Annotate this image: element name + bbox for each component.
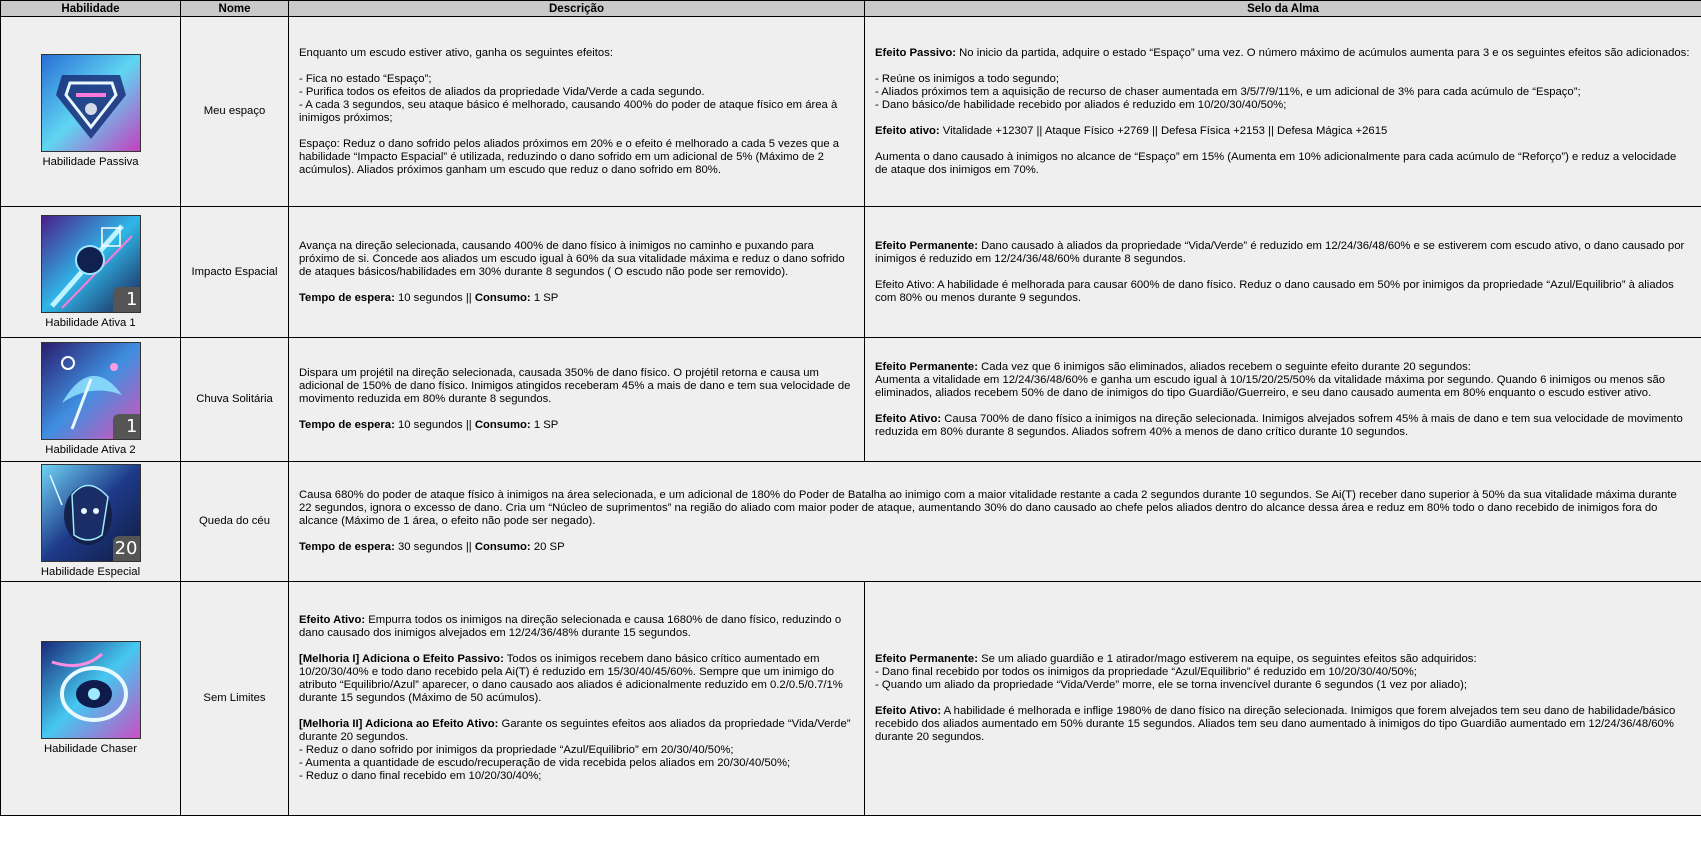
description-text: Dispara um projétil na direção selecionada, causada 350% de dano físico. O projétil retorna e causa um adicional de 150% de dano físico. Inimigos atingidos receberam 45% a mais de dano e tem sua velocidade de movimento reduzida em 80% durante 8 segundos. (299, 367, 851, 405)
effect-label: Efeito Permanente: (875, 360, 978, 373)
table-row (1, 338, 1701, 462)
skill-cell (1, 582, 181, 816)
description-list-item: - Purifica todos os efeitos de aliados da propriedade Vida/Verde a cada segundo. (299, 85, 705, 98)
cost-value: 20 SP (530, 541, 565, 553)
cost-label: Consumo: (474, 419, 531, 431)
skill-type-label: Habilidade Passiva (42, 156, 139, 168)
skill-type-label: Habilidade Ativa 1 (45, 316, 136, 329)
soul-seal-text: Aumenta a vitalidade em 12/24/36/48/60% e ganha um escudo igual à 10/15/20/25/50% da vitalidade máxima por segundo. Quando 6 inimigos ou menos são eliminados, aliados recebem 50% de dano de inimigos do tipo Guardião/Guerreiro, e seu dano causado aumenta em 80% enquanto o escudo estiver ativo. (875, 373, 1666, 399)
header-soul-seal: Selo da Alma (865, 1, 1701, 17)
skill-name: Chuva Solitária (181, 338, 289, 462)
soul-seal-cell (865, 207, 1701, 338)
cooldown-value: 10 segundos || (394, 291, 475, 304)
description-list-item: - Aumenta a quantidade de escudo/recuperação de vida recebida pelos aliados em 20/30/40/50%; (299, 757, 791, 769)
header-row (1, 1, 1701, 17)
soul-seal-text: Efeito Ativo: A habilidade é melhorada para causar 600% de dano físico. Reduz o dano causado em 50% por inimigos da propriedade “Azul/Equilibrio” à aliados com 80% ou menos durante 9 segundos. (875, 278, 1674, 304)
effect-label: Efeito Ativo: (875, 412, 942, 425)
soul-seal-text (875, 361, 1691, 374)
effect-label: Efeito Passivo: (875, 46, 956, 59)
skill-type-label: Habilidade Ativa 2 (45, 444, 136, 456)
description-text (299, 614, 854, 640)
cost-value: 1 SP (530, 291, 559, 304)
skill-type-label: Habilidade Chaser (44, 743, 137, 755)
cooldown-label: Tempo de espera: (299, 419, 395, 431)
soul-seal-text (875, 47, 1691, 60)
header-skill: Habilidade (1, 1, 181, 17)
skill-cell (1, 207, 181, 338)
description-cell (289, 462, 1701, 582)
cooldown-line (299, 292, 854, 305)
effect-text: Se um aliado guardião e 1 atirador/mago estiverem na equipe, os seguintes efeitos são adquiridos: (977, 653, 1477, 665)
description-text: Espaço: Reduz o dano sofrido pelos aliados próximos em 20% e o efeito é melhorado a cada 5 vezes que a habilidade “Impacto Espacial” é utilizada, reduzindo o dano sofrido em um adicional de 5% (Máximo de 2 acúmulos). Aliados próximos ganham um escudo que reduz o dano sofrido em 80%. (299, 137, 840, 176)
passive-skill-icon (41, 54, 141, 152)
soul-seal-text (875, 240, 1691, 266)
description-text (299, 653, 854, 705)
effect-text: Garante os seguintes efeitos aos aliados da propriedade “Vida/Verde” durante 20 segundos. (299, 718, 851, 743)
soul-seal-list-item: - Quando um aliado da propriedade “Vida/Verde” morre, ele se torna invencível durante 6 segundos (1 vez por aliado); (875, 679, 1467, 691)
description-cell (289, 582, 865, 816)
soul-seal-list-item: - Aliados próximos tem a aquisição de recurso de chaser aumentada em 3/5/7/9/11%, e um adicional de 3% para cada acúmulo de “Espaço”; (875, 85, 1581, 98)
soul-seal-text (875, 413, 1691, 439)
description-list-item: - Reduz o dano sofrido por inimigos da propriedade “Azul/Equilibrio” em 20/30/40/50%; (299, 744, 734, 756)
effect-text: Empurra todos os inimigos na direção selecionada e causa 1680% de dano físico, reduzindo o dano causado dos inimigos alvejados em 12/24/36/48% durante 15 segundos. (299, 614, 842, 639)
active-skill-1-icon (41, 215, 141, 313)
cost-value: 1 SP (530, 419, 559, 431)
effect-label: [Melhoria II] Adiciona ao Efeito Ativo: (299, 718, 499, 730)
effect-label: Efeito ativo: (875, 124, 940, 137)
skill-type-label: Habilidade Especial (40, 566, 141, 578)
soul-seal-text (875, 125, 1691, 138)
effect-text: A habilidade é melhorada e inflige 1980% de dano físico na direção selecionada. Inimigos que forem alvejados tem seu dano de habilidade/básico recebido dos aliados aumentado em 50% durante 15 segundos. Aliados tem seu dano aumentado à inimigos do tipo Guardião aumentado em 12/24/36/48/60% durante 20 segundos. (875, 705, 1676, 743)
table-row (1, 17, 1701, 207)
cooldown-line (299, 419, 854, 432)
header-description: Descrição (289, 1, 865, 17)
description-cell (289, 207, 865, 338)
description-cell (289, 338, 865, 462)
description-text (299, 718, 854, 744)
description-text: Avança na direção selecionada, causando 400% de dano físico à inimigos no caminho e puxando para próximo de si. Concede aos aliados um escudo igual à 60% da sua vitalidade máxima e reduz o dano sofrido de ataques básicos/habilidades em 30% durante 8 segundos ( O escudo não pode ser removido). (299, 239, 845, 278)
effect-text: Causa 700% de dano físico a inimigos na direção selecionada. Inimigos alvejados sofrem 45% à mais de dano e tem sua velocidade de movimento reduzida em 80% durante 8 segundos. Aliados sofrem 40% a menos de dano crítico durante 10 segundos. (875, 412, 1683, 438)
description-text: Enquanto um escudo estiver ativo, ganha os seguintes efeitos: (299, 46, 614, 59)
effect-text: Cada vez que 6 inimigos são eliminados, aliados recebem o seguinte efeito durante 20 segundos: (977, 360, 1471, 373)
description-text: Causa 680% do poder de ataque físico à inimigos na área selecionada, e um adicional de 180% do Poder de Batalha ao inimigo com a maior vitalidade restante a cada 2 segundos durante 10 segundos. Se Ai(T) receber dano superior à 50% da sua vitalidade máxima durante 22 segundos, ignora o excesso de dano. Cria um “Núcleo de suprimentos” na região do aliado com maior poder de ataque, aumentando 30% do dano causado ao chefe pelos aliados dentro do alcance dessa área e reduz em 80% todo o dano recebido de inimigos fora do alcance (Máximo de 1 área, o efeito não pode ser negado). (299, 489, 1677, 527)
table-row (1, 582, 1701, 816)
effect-label: Efeito Ativo: (875, 705, 942, 717)
table-row (1, 207, 1701, 338)
skill-name: Meu espaço (181, 17, 289, 207)
header-name: Nome (181, 1, 289, 17)
effect-text: No inicio da partida, adquire o estado “Espaço” uma vez. O número máximo de acúmulos aumenta para 3 e os seguintes efeitos são adicionados: (956, 46, 1690, 59)
skill-cost-badge: 1 (113, 287, 141, 313)
soul-seal-text: Aumenta o dano causado à inimigos no alcance de “Espaço” em 15% (Aumenta em 10% adicionalmente para cada acúmulo de “Reforço”) e reduz a velocidade de ataque dos inimigos em 70%. (875, 150, 1677, 176)
cost-label: Consumo: (474, 291, 531, 304)
soul-seal-text (875, 653, 1691, 666)
cooldown-value: 10 segundos || (394, 419, 475, 431)
skill-name: Sem Limites (181, 582, 289, 816)
skill-name: Queda do céu (181, 462, 289, 582)
description-list-item: - A cada 3 segundos, seu ataque básico é melhorado, causando 400% do poder de ataque físico em área à inimigos próximos; (299, 98, 838, 124)
effect-label: Efeito Permanente: (875, 239, 978, 252)
cooldown-label: Tempo de espera: (299, 291, 395, 304)
effect-text: Vitalidade +12307 || Ataque Físico +2769 || Defesa Física +2153 || Defesa Mágica +2615 (939, 124, 1388, 137)
soul-seal-list-item: - Dano final recebido por todos os inimigos da propriedade “Azul/Equilibrio” é reduzido em 10/20/30/40/50%; (875, 666, 1417, 678)
cooldown-line (299, 541, 1691, 554)
chaser-skill-icon (41, 641, 141, 739)
effect-text: Dano causado à aliados da propriedade “Vida/Verde” é reduzido em 12/24/36/48/60% e se estiverem com escudo ativo, o dano causado por inimigos é reduzido em 12/24/36/48/60% durante 8 segundos. (875, 239, 1685, 265)
soul-seal-cell (865, 17, 1701, 207)
active-skill-2-icon (41, 342, 141, 440)
cost-label: Consumo: (474, 541, 531, 553)
skill-cost-badge: 20 (113, 536, 141, 562)
soul-seal-cell (865, 338, 1701, 462)
effect-label: [Melhoria I] Adiciona o Efeito Passivo: (299, 653, 504, 665)
description-list-item: - Reduz o dano final recebido em 10/20/30/40%; (299, 770, 542, 782)
soul-seal-text (875, 705, 1691, 744)
soul-seal-list-item: - Reúne os inimigos a todo segundo; (875, 72, 1060, 85)
effect-label: Efeito Permanente: (875, 653, 978, 665)
soul-seal-cell (865, 582, 1701, 816)
skill-cell (1, 462, 181, 582)
soul-seal-list-item: - Dano básico/de habilidade recebido por aliados é reduzido em 10/20/30/40/50%; (875, 98, 1287, 111)
cooldown-label: Tempo de espera: (299, 541, 395, 553)
skill-cost-badge: 1 (113, 414, 141, 440)
skill-cell (1, 338, 181, 462)
special-skill-icon (41, 464, 141, 562)
effect-text: Todos os inimigos recebem dano básico crítico aumentado em 10/20/30/40% e todo dano recebido pela Ai(T) é reduzido em 15/30/40/45/60%. Sempre que um inimigo do atributo “Equilibrio/Azul” aparecer, o dano causado aos aliados é adicionalmente reduzido em 0.2/0.5/0.7/1% durante 15 segundos (Máximo de 50 acúmulos). (299, 653, 843, 704)
cooldown-value: 30 segundos || (394, 541, 475, 553)
effect-label: Efeito Ativo: (299, 614, 366, 626)
skill-cell (1, 17, 181, 207)
description-cell (289, 17, 865, 207)
table-row (1, 462, 1701, 582)
description-list-item: - Fica no estado “Espaço”; (299, 72, 432, 85)
skill-name: Impacto Espacial (181, 207, 289, 338)
